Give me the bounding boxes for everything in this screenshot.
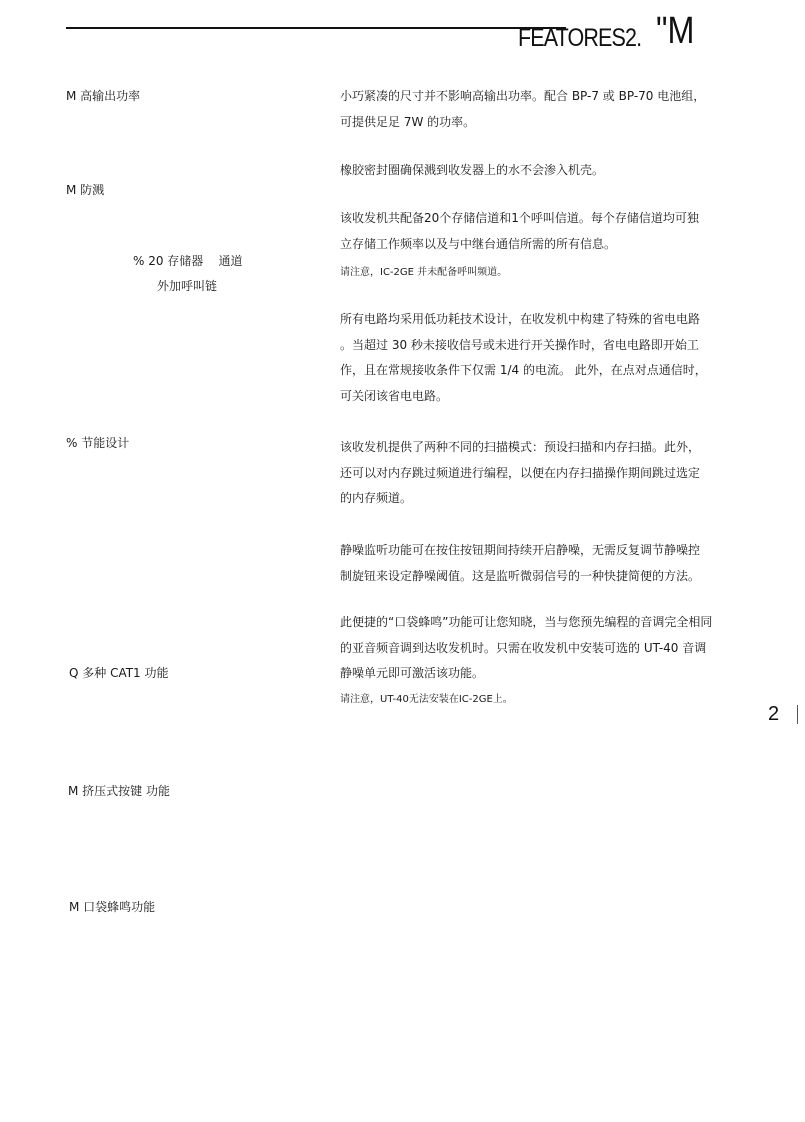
paragraph-line: 静噪单元即可激活该功能。 xyxy=(340,666,485,680)
paragraph-line: 的内存频道。 xyxy=(340,491,413,505)
paragraph-line: 的亚音频音调到达收发机时。只需在收发机中安装可选的 UT-40 音调 xyxy=(340,640,707,655)
top-rule xyxy=(66,27,566,29)
note-ut40: 请注意，UT-40无法安装在IC-2GE上。 xyxy=(340,694,513,705)
paragraph-splash-proof xyxy=(340,158,740,184)
page-number: 2 xyxy=(768,703,780,725)
paragraph-line: 还可以对内存跳过频道进行编程，以便在内存扫描操作期间跳过选定 xyxy=(340,465,701,480)
paragraph-pocket-beep xyxy=(340,610,740,687)
paragraph-line: 制旋钮来设定静噪阈值。这是监听微弱信号的一种快捷简便的方法。 xyxy=(340,568,701,583)
paragraph-line: 可关闭该省电电路。 xyxy=(340,388,449,403)
feature-label-ctcss: Q 多种 CAT1 功能 xyxy=(69,666,169,680)
feature-label-pocket-beep: M 口袋蜂鸣功能 xyxy=(69,900,156,914)
feature-label-power-save: % 节能设计 xyxy=(66,436,130,450)
paragraph-line: 该收发机提供了两种不同的扫描模式：预设扫描和内存扫描。此外， xyxy=(340,440,701,454)
paragraph-line: 。当超过 30 秒未接收信号或未进行开关操作时，省电电路即开始工 xyxy=(340,337,699,352)
paragraph-line: 可提供足足 7W 的功率。 xyxy=(340,114,476,129)
page-edge-mark xyxy=(797,705,798,724)
page-header-mark: "M xyxy=(656,10,695,52)
feature-label-memory-channels: % 20 存储器 通道 xyxy=(133,254,243,268)
feature-label-high-output: M 高输出功率 xyxy=(66,89,141,103)
paragraph-line: 作，且在常规接收条件下仅需 1/4 的电流。 此外，在点对点通信时， xyxy=(340,363,707,377)
paragraph-line: 立存储工作频率以及与中继台通信所需的所有信息。 xyxy=(340,236,617,251)
feature-label-squeeze-key: M 挤压式按键 功能 xyxy=(68,784,170,798)
note-call-channel: 请注意，IC-2GE 并未配备呼叫频道。 xyxy=(340,267,508,278)
paragraph-high-output xyxy=(340,84,740,135)
paragraph-line: 橡胶密封圈确保溅到收发器上的水不会渗入机壳。 xyxy=(340,163,605,177)
paragraph-line: 静噪监听功能可在按住按钮期间持续开启静噪，无需反复调节静噪控 xyxy=(340,543,701,557)
paragraph-power-save xyxy=(340,307,740,409)
paragraph-line: 此便捷的“口袋蜂鸣”功能可让您知晓，当与您预先编程的音调完全相同 xyxy=(340,615,713,629)
feature-label-call-channel: 外加呼叫链 xyxy=(157,279,218,293)
paragraph-line: 该收发机共配备20个存储信道和1个呼叫信道。每个存储信道均可独 xyxy=(340,211,699,225)
paragraph-line: 所有电路均采用低功耗技术设计，在收发机中构建了特殊的省电电路 xyxy=(340,312,701,326)
paragraph-monitor xyxy=(340,538,740,589)
paragraph-memory-channels xyxy=(340,206,740,257)
paragraph-line: 小巧紧凑的尺寸并不影响高输出功率。配合 BP-7 或 BP-70 电池组， xyxy=(340,89,706,103)
feature-label-splash-proof: M 防溅 xyxy=(66,183,105,197)
paragraph-scan xyxy=(340,435,740,512)
page-header-title: FEATORES2. xyxy=(518,24,642,52)
